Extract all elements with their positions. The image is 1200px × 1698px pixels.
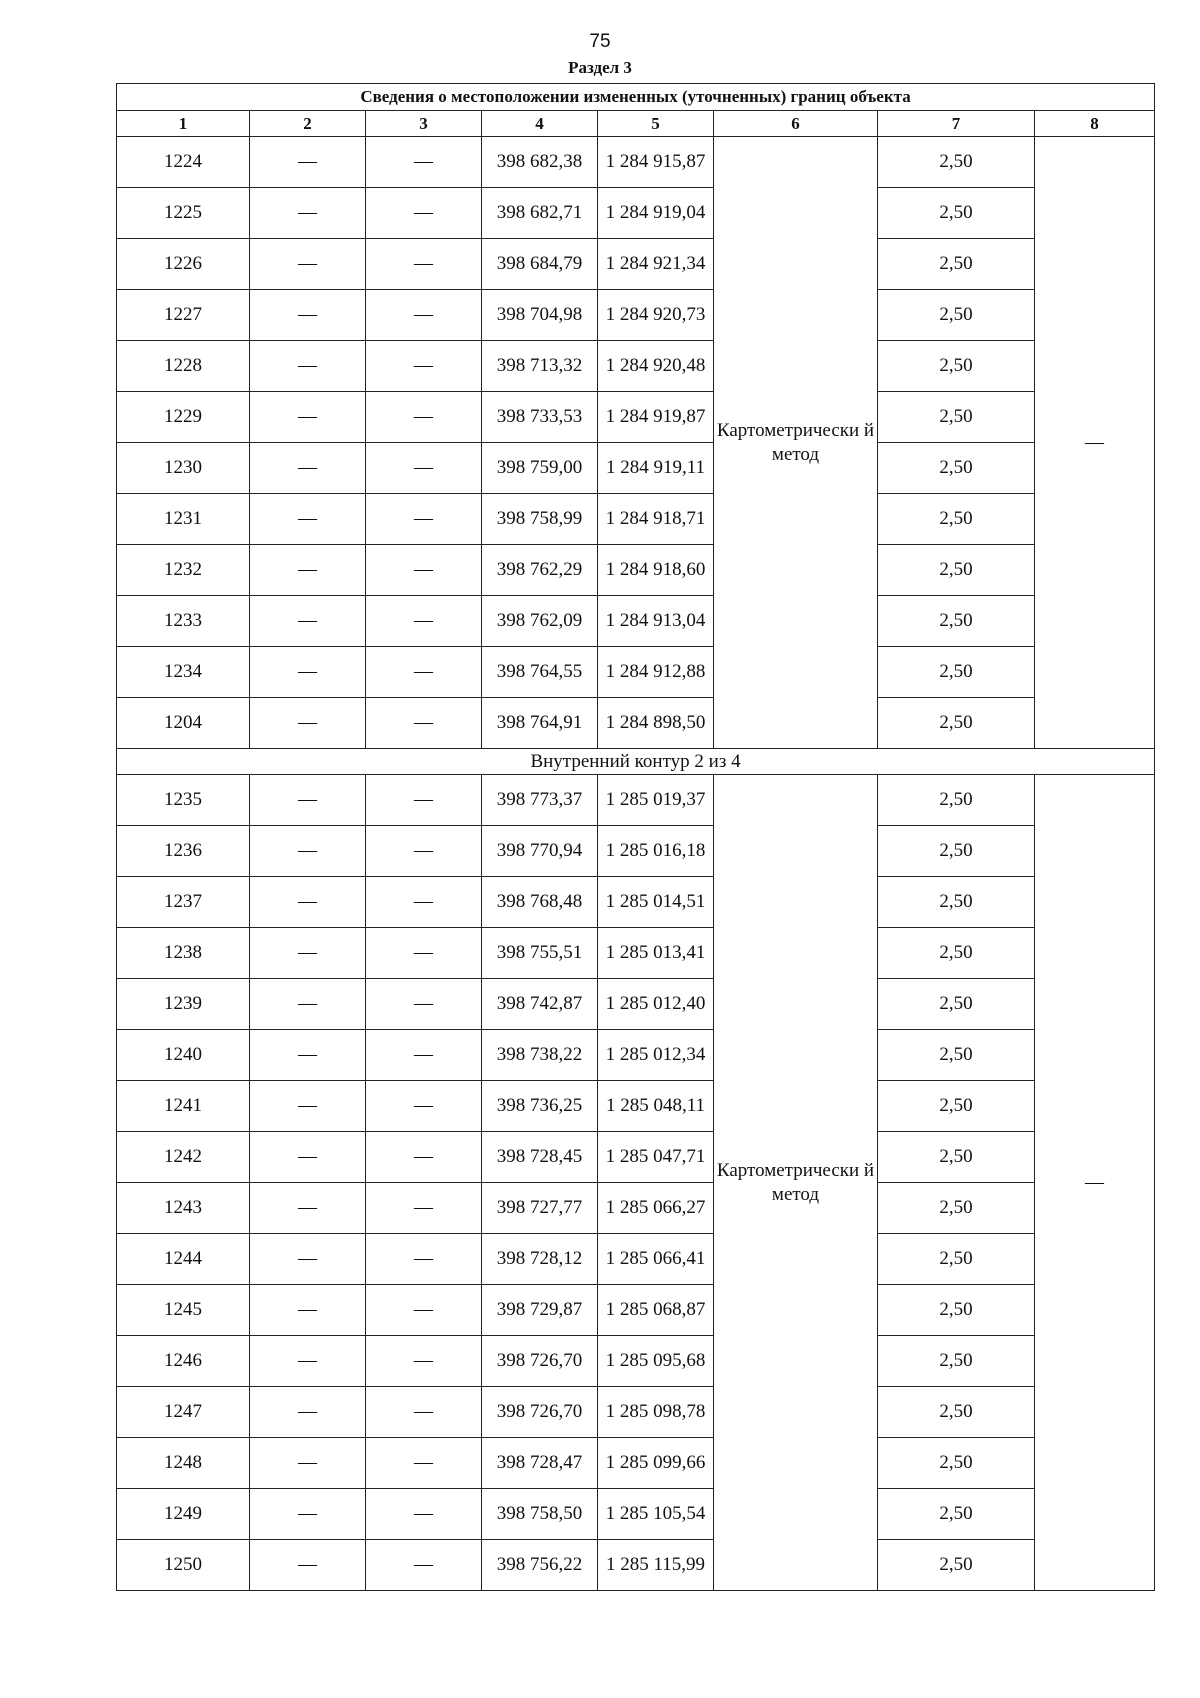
- column-header-1: 1: [117, 111, 250, 137]
- column-2-cell: —: [250, 1336, 366, 1387]
- column-3-cell: —: [366, 1030, 482, 1081]
- x-coordinate-cell: 398 758,50: [482, 1489, 598, 1540]
- column-3-cell: —: [366, 1387, 482, 1438]
- accuracy-cell: 2,50: [878, 443, 1035, 494]
- column-3-cell: —: [366, 1285, 482, 1336]
- table-row: [117, 1438, 1155, 1489]
- column-3-cell: —: [366, 1336, 482, 1387]
- point-number-cell: 1250: [117, 1540, 250, 1591]
- y-coordinate-cell: 1 285 048,11: [598, 1081, 714, 1132]
- point-number-cell: 1235: [117, 775, 250, 826]
- point-number-cell: 1248: [117, 1438, 250, 1489]
- point-number-cell: 1227: [117, 290, 250, 341]
- section-title: Раздел 3: [568, 58, 632, 77]
- y-coordinate-cell: 1 284 920,48: [598, 341, 714, 392]
- x-coordinate-cell: 398 738,22: [482, 1030, 598, 1081]
- y-coordinate-cell: 1 285 105,54: [598, 1489, 714, 1540]
- column-3-cell: —: [366, 443, 482, 494]
- column-2-cell: —: [250, 1030, 366, 1081]
- point-number-cell: 1232: [117, 545, 250, 596]
- column-3-cell: —: [366, 290, 482, 341]
- accuracy-cell: 2,50: [878, 341, 1035, 392]
- point-number-cell: 1237: [117, 877, 250, 928]
- y-coordinate-cell: 1 285 099,66: [598, 1438, 714, 1489]
- accuracy-cell: 2,50: [878, 545, 1035, 596]
- column-3-cell: —: [366, 596, 482, 647]
- x-coordinate-cell: 398 759,00: [482, 443, 598, 494]
- table-row: [117, 1081, 1155, 1132]
- table-row: [117, 1132, 1155, 1183]
- y-coordinate-cell: 1 285 115,99: [598, 1540, 714, 1591]
- column-2-cell: —: [250, 1234, 366, 1285]
- table-row: [117, 1336, 1155, 1387]
- x-coordinate-cell: 398 742,87: [482, 979, 598, 1030]
- table-row: [117, 392, 1155, 443]
- table-row: [117, 1387, 1155, 1438]
- column-3-cell: —: [366, 1489, 482, 1540]
- point-number-cell: 1228: [117, 341, 250, 392]
- accuracy-cell: 2,50: [878, 1387, 1035, 1438]
- y-coordinate-cell: 1 285 047,71: [598, 1132, 714, 1183]
- accuracy-cell: 2,50: [878, 1438, 1035, 1489]
- x-coordinate-cell: 398 713,32: [482, 341, 598, 392]
- accuracy-cell: 2,50: [878, 775, 1035, 826]
- accuracy-cell: 2,50: [878, 290, 1035, 341]
- x-coordinate-cell: 398 682,38: [482, 137, 598, 188]
- y-coordinate-cell: 1 285 014,51: [598, 877, 714, 928]
- column-2-cell: —: [250, 647, 366, 698]
- y-coordinate-cell: 1 285 019,37: [598, 775, 714, 826]
- column-3-cell: —: [366, 1183, 482, 1234]
- column-2-cell: —: [250, 1132, 366, 1183]
- table-row: [117, 1285, 1155, 1336]
- column-2-cell: —: [250, 775, 366, 826]
- column-header-5: 5: [598, 111, 714, 137]
- y-coordinate-cell: 1 285 012,34: [598, 1030, 714, 1081]
- x-coordinate-cell: 398 756,22: [482, 1540, 598, 1591]
- y-coordinate-cell: 1 285 066,27: [598, 1183, 714, 1234]
- coordinates-table: [116, 83, 1155, 1591]
- accuracy-cell: 2,50: [878, 596, 1035, 647]
- column-3-cell: —: [366, 775, 482, 826]
- y-coordinate-cell: 1 285 095,68: [598, 1336, 714, 1387]
- y-coordinate-cell: 1 284 898,50: [598, 698, 714, 749]
- x-coordinate-cell: 398 728,45: [482, 1132, 598, 1183]
- point-number-cell: 1204: [117, 698, 250, 749]
- column-2-cell: —: [250, 1183, 366, 1234]
- column-2-cell: —: [250, 545, 366, 596]
- point-number-cell: 1238: [117, 928, 250, 979]
- column-2-cell: —: [250, 290, 366, 341]
- point-number-cell: 1236: [117, 826, 250, 877]
- column-8-cell: —: [1035, 137, 1155, 749]
- column-header-row: [117, 111, 1155, 137]
- y-coordinate-cell: 1 285 016,18: [598, 826, 714, 877]
- accuracy-cell: 2,50: [878, 239, 1035, 290]
- column-2-cell: —: [250, 596, 366, 647]
- accuracy-cell: 2,50: [878, 1234, 1035, 1285]
- point-number-cell: 1242: [117, 1132, 250, 1183]
- point-number-cell: 1244: [117, 1234, 250, 1285]
- point-number-cell: 1231: [117, 494, 250, 545]
- accuracy-cell: 2,50: [878, 979, 1035, 1030]
- column-3-cell: —: [366, 494, 482, 545]
- accuracy-cell: 2,50: [878, 698, 1035, 749]
- column-2-cell: —: [250, 979, 366, 1030]
- table-row: [117, 826, 1155, 877]
- y-coordinate-cell: 1 285 066,41: [598, 1234, 714, 1285]
- x-coordinate-cell: 398 727,77: [482, 1183, 598, 1234]
- column-2-cell: —: [250, 928, 366, 979]
- x-coordinate-cell: 398 758,99: [482, 494, 598, 545]
- table-row: [117, 877, 1155, 928]
- table-row: [117, 1540, 1155, 1591]
- column-2-cell: —: [250, 392, 366, 443]
- y-coordinate-cell: 1 285 068,87: [598, 1285, 714, 1336]
- table-row: [117, 239, 1155, 290]
- x-coordinate-cell: 398 733,53: [482, 392, 598, 443]
- column-3-cell: —: [366, 239, 482, 290]
- x-coordinate-cell: 398 762,09: [482, 596, 598, 647]
- y-coordinate-cell: 1 284 913,04: [598, 596, 714, 647]
- accuracy-cell: 2,50: [878, 928, 1035, 979]
- y-coordinate-cell: 1 284 915,87: [598, 137, 714, 188]
- column-2-cell: —: [250, 1489, 366, 1540]
- table-caption: Сведения о местоположении измененных (уточненных) границ объекта: [117, 84, 1155, 111]
- column-3-cell: —: [366, 341, 482, 392]
- column-3-cell: —: [366, 545, 482, 596]
- column-header-6: 6: [714, 111, 878, 137]
- point-number-cell: 1241: [117, 1081, 250, 1132]
- x-coordinate-cell: 398 704,98: [482, 290, 598, 341]
- column-8-cell: —: [1035, 775, 1155, 1591]
- column-header-8: 8: [1035, 111, 1155, 137]
- column-3-cell: —: [366, 137, 482, 188]
- table-row: [117, 1234, 1155, 1285]
- x-coordinate-cell: 398 728,47: [482, 1438, 598, 1489]
- point-number-cell: 1249: [117, 1489, 250, 1540]
- x-coordinate-cell: 398 762,29: [482, 545, 598, 596]
- table-row: [117, 1183, 1155, 1234]
- table-row: [117, 698, 1155, 749]
- column-3-cell: —: [366, 877, 482, 928]
- x-coordinate-cell: 398 684,79: [482, 239, 598, 290]
- table-row: [117, 494, 1155, 545]
- table-row: [117, 545, 1155, 596]
- contour-label-row: [117, 749, 1155, 775]
- y-coordinate-cell: 1 284 919,87: [598, 392, 714, 443]
- accuracy-cell: 2,50: [878, 1132, 1035, 1183]
- point-number-cell: 1234: [117, 647, 250, 698]
- table-row: [117, 979, 1155, 1030]
- y-coordinate-cell: 1 285 013,41: [598, 928, 714, 979]
- point-number-cell: 1224: [117, 137, 250, 188]
- accuracy-cell: 2,50: [878, 1489, 1035, 1540]
- x-coordinate-cell: 398 729,87: [482, 1285, 598, 1336]
- column-3-cell: —: [366, 826, 482, 877]
- page-number: 75: [589, 31, 611, 52]
- point-number-cell: 1226: [117, 239, 250, 290]
- point-number-cell: 1233: [117, 596, 250, 647]
- y-coordinate-cell: 1 284 918,71: [598, 494, 714, 545]
- column-2-cell: —: [250, 1081, 366, 1132]
- y-coordinate-cell: 1 285 098,78: [598, 1387, 714, 1438]
- column-header-2: 2: [250, 111, 366, 137]
- point-number-cell: 1230: [117, 443, 250, 494]
- column-3-cell: —: [366, 1234, 482, 1285]
- table-row: [117, 596, 1155, 647]
- table-row: [117, 1030, 1155, 1081]
- x-coordinate-cell: 398 736,25: [482, 1081, 598, 1132]
- table-caption-row: [117, 84, 1155, 111]
- point-number-cell: 1246: [117, 1336, 250, 1387]
- method-cell: Картометрически й метод: [714, 775, 878, 1591]
- y-coordinate-cell: 1 284 920,73: [598, 290, 714, 341]
- y-coordinate-cell: 1 284 912,88: [598, 647, 714, 698]
- column-3-cell: —: [366, 188, 482, 239]
- column-2-cell: —: [250, 877, 366, 928]
- table-row: [117, 647, 1155, 698]
- column-2-cell: —: [250, 1285, 366, 1336]
- point-number-cell: 1243: [117, 1183, 250, 1234]
- column-3-cell: —: [366, 698, 482, 749]
- y-coordinate-cell: 1 284 919,11: [598, 443, 714, 494]
- column-2-cell: —: [250, 826, 366, 877]
- x-coordinate-cell: 398 726,70: [482, 1336, 598, 1387]
- y-coordinate-cell: 1 284 918,60: [598, 545, 714, 596]
- column-header-7: 7: [878, 111, 1035, 137]
- accuracy-cell: 2,50: [878, 1081, 1035, 1132]
- accuracy-cell: 2,50: [878, 1183, 1035, 1234]
- accuracy-cell: 2,50: [878, 494, 1035, 545]
- column-2-cell: —: [250, 1438, 366, 1489]
- accuracy-cell: 2,50: [878, 1336, 1035, 1387]
- accuracy-cell: 2,50: [878, 1030, 1035, 1081]
- column-3-cell: —: [366, 1081, 482, 1132]
- column-2-cell: —: [250, 188, 366, 239]
- table-row: [117, 443, 1155, 494]
- accuracy-cell: 2,50: [878, 188, 1035, 239]
- accuracy-cell: 2,50: [878, 1540, 1035, 1591]
- column-2-cell: —: [250, 341, 366, 392]
- point-number-cell: 1239: [117, 979, 250, 1030]
- x-coordinate-cell: 398 728,12: [482, 1234, 598, 1285]
- accuracy-cell: 2,50: [878, 877, 1035, 928]
- table-row: [117, 775, 1155, 826]
- x-coordinate-cell: 398 764,91: [482, 698, 598, 749]
- column-2-cell: —: [250, 1387, 366, 1438]
- table-row: [117, 188, 1155, 239]
- x-coordinate-cell: 398 682,71: [482, 188, 598, 239]
- table-row: [117, 137, 1155, 188]
- column-3-cell: —: [366, 928, 482, 979]
- y-coordinate-cell: 1 285 012,40: [598, 979, 714, 1030]
- y-coordinate-cell: 1 284 919,04: [598, 188, 714, 239]
- column-3-cell: —: [366, 1438, 482, 1489]
- point-number-cell: 1225: [117, 188, 250, 239]
- column-2-cell: —: [250, 443, 366, 494]
- accuracy-cell: 2,50: [878, 826, 1035, 877]
- accuracy-cell: 2,50: [878, 647, 1035, 698]
- column-3-cell: —: [366, 392, 482, 443]
- x-coordinate-cell: 398 726,70: [482, 1387, 598, 1438]
- point-number-cell: 1247: [117, 1387, 250, 1438]
- column-2-cell: —: [250, 239, 366, 290]
- column-2-cell: —: [250, 1540, 366, 1591]
- table-row: [117, 290, 1155, 341]
- accuracy-cell: 2,50: [878, 392, 1035, 443]
- y-coordinate-cell: 1 284 921,34: [598, 239, 714, 290]
- x-coordinate-cell: 398 755,51: [482, 928, 598, 979]
- column-3-cell: —: [366, 647, 482, 698]
- contour-label: Внутренний контур 2 из 4: [117, 749, 1155, 775]
- table-row: [117, 1489, 1155, 1540]
- column-2-cell: —: [250, 698, 366, 749]
- point-number-cell: 1240: [117, 1030, 250, 1081]
- x-coordinate-cell: 398 773,37: [482, 775, 598, 826]
- column-3-cell: —: [366, 1132, 482, 1183]
- table-row: [117, 341, 1155, 392]
- accuracy-cell: 2,50: [878, 1285, 1035, 1336]
- column-header-4: 4: [482, 111, 598, 137]
- table-row: [117, 928, 1155, 979]
- accuracy-cell: 2,50: [878, 137, 1035, 188]
- column-2-cell: —: [250, 137, 366, 188]
- x-coordinate-cell: 398 768,48: [482, 877, 598, 928]
- column-3-cell: —: [366, 1540, 482, 1591]
- column-2-cell: —: [250, 494, 366, 545]
- point-number-cell: 1229: [117, 392, 250, 443]
- x-coordinate-cell: 398 764,55: [482, 647, 598, 698]
- x-coordinate-cell: 398 770,94: [482, 826, 598, 877]
- column-header-3: 3: [366, 111, 482, 137]
- column-3-cell: —: [366, 979, 482, 1030]
- method-cell: Картометрически й метод: [714, 137, 878, 749]
- point-number-cell: 1245: [117, 1285, 250, 1336]
